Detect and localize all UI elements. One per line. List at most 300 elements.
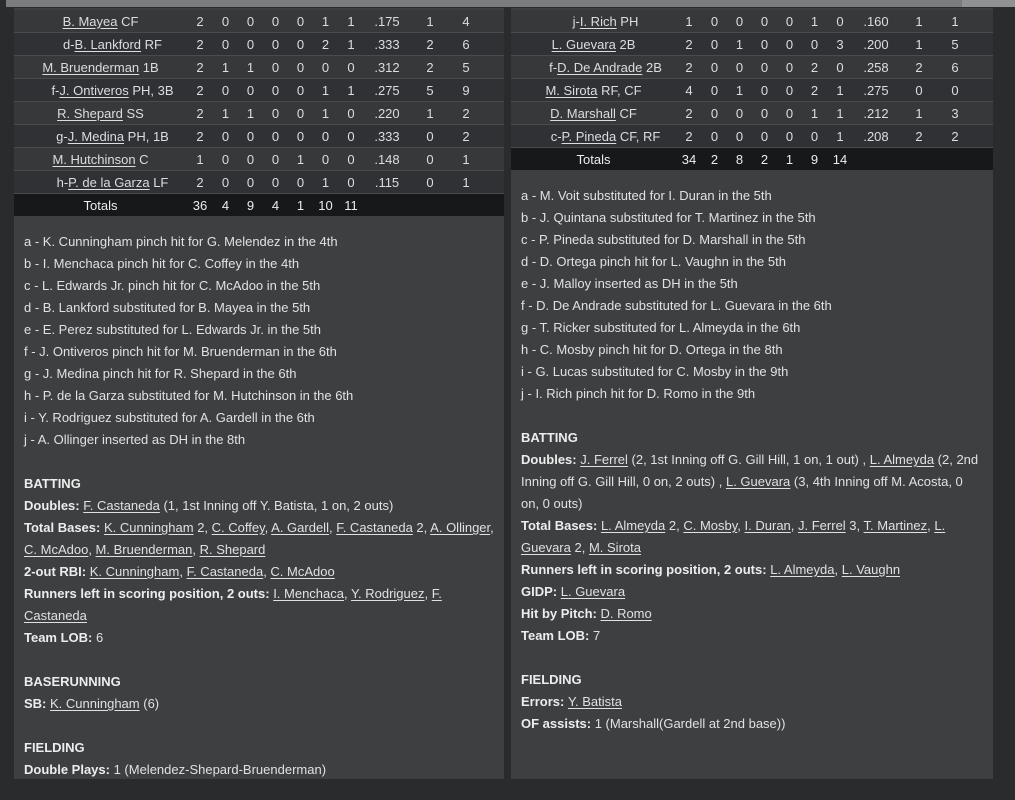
stat-label: Runners left in scoring position, 2 outs: — [521, 562, 771, 577]
player-link[interactable]: L. Almeyda — [869, 452, 935, 467]
stat-cell: 0 — [426, 151, 434, 167]
row-spacer — [482, 171, 504, 194]
position-label: SS — [122, 105, 144, 121]
stat-cell: 0 — [296, 174, 305, 190]
stat-text: , — [179, 564, 187, 579]
stat-cell: 0 — [271, 36, 280, 52]
batter-name-cell — [14, 148, 187, 171]
stat-label: SB: — [24, 696, 50, 711]
row-spacer — [971, 79, 993, 102]
player-link[interactable]: M. Sirota — [545, 82, 598, 98]
stats-section-batting — [521, 427, 983, 647]
player-link[interactable]: C. McAdoo — [24, 542, 89, 557]
player-link[interactable]: L. Guevara — [551, 36, 616, 52]
stat-label: Errors: — [521, 694, 568, 709]
position-label: 2B — [615, 36, 636, 52]
totals-stat-cell — [939, 148, 971, 171]
position-label: C — [135, 151, 149, 167]
position-label: LF — [149, 174, 169, 190]
stat-text: , — [263, 564, 271, 579]
stat-cell: 2 — [685, 105, 693, 121]
stats-section-baserunning — [24, 671, 494, 715]
stat-cell: 0 — [710, 128, 719, 144]
player-link[interactable]: M. Hutchinson — [52, 151, 136, 167]
stat-cell: 0 — [710, 59, 719, 75]
stat-line — [521, 449, 983, 515]
stat-text: 6 — [96, 630, 104, 645]
row-spacer — [971, 125, 993, 148]
stat-cell: 0 — [271, 128, 280, 144]
stat-cell: 2 — [915, 59, 923, 75]
stat-cell: 0 — [760, 13, 769, 29]
stat-cell: 1 — [221, 105, 230, 121]
totals-stat-cell: 4 — [221, 197, 230, 213]
stat-line — [24, 495, 494, 517]
stat-text: 2, — [570, 540, 589, 555]
stat-text: (6) — [139, 696, 160, 711]
stat-text: 1 (Marshall(Gardell at 2nd base)) — [594, 716, 786, 731]
totals-stat-cell: 2 — [710, 151, 719, 167]
stat-cell: 0 — [785, 128, 794, 144]
position-label: PH, 3B — [128, 82, 174, 98]
player-link[interactable]: B. Mayea — [62, 13, 118, 29]
totals-stat-cell: 10 — [318, 197, 333, 213]
row-spacer — [971, 10, 993, 33]
stat-cell: 5 — [462, 59, 470, 75]
row-spacer — [482, 125, 504, 148]
batter-row — [14, 148, 504, 171]
section-title: BATTING — [24, 476, 81, 491]
player-link[interactable]: L. Vaughn — [841, 562, 901, 577]
stat-cell: .312 — [374, 59, 400, 75]
section-title: BATTING — [521, 430, 578, 445]
batter-name-cell — [511, 79, 676, 102]
player-link[interactable]: I. Menchaca — [273, 586, 345, 601]
stat-line — [24, 693, 494, 715]
substitution-prefix: h- — [56, 174, 69, 190]
totals-label: Totals — [576, 151, 611, 167]
stat-text: 2, — [193, 520, 212, 535]
player-link[interactable]: T. Martinez — [863, 518, 928, 533]
player-link[interactable]: L. Guevara — [521, 518, 946, 555]
stat-cell: 1 — [810, 13, 819, 29]
batter-row — [511, 10, 993, 33]
stats-section-fielding — [24, 737, 494, 779]
stat-cell: 0 — [760, 36, 769, 52]
stat-cell: 0 — [221, 128, 230, 144]
player-link[interactable]: B. Lankford — [74, 36, 142, 52]
stat-label: Doubles: — [521, 452, 581, 467]
stat-cell: 4 — [685, 82, 693, 98]
stat-cell: 1 — [735, 82, 744, 98]
stat-cell: .275 — [374, 82, 400, 98]
substitution-note: d - B. Lankford substituted for B. Mayea in the 5th — [24, 300, 311, 315]
batting-table — [14, 10, 504, 216]
stat-text: , — [88, 542, 96, 557]
batter-name-cell — [14, 171, 187, 194]
stat-cell: 1 — [246, 59, 255, 75]
player-link[interactable]: J. Ferrel — [798, 518, 846, 533]
totals-stat-cell: 14 — [832, 151, 848, 167]
stat-text: , — [344, 586, 352, 601]
substitution-notes — [521, 185, 983, 735]
stat-cell: 2 — [426, 36, 434, 52]
stat-cell: 0 — [271, 82, 280, 98]
stat-cell: 1 — [915, 105, 923, 121]
totals-stat-cell: 8 — [735, 151, 744, 167]
batter-row — [14, 56, 504, 79]
stat-cell: 0 — [426, 174, 434, 190]
stat-label: Total Bases: — [24, 520, 104, 535]
stat-cell: 1 — [426, 105, 434, 121]
stat-label: GIDP: — [521, 584, 561, 599]
player-link[interactable]: M. Bruenderman — [95, 542, 193, 557]
stat-cell: 0 — [246, 36, 255, 52]
section-title: FIELDING — [521, 672, 582, 687]
player-link[interactable]: D. Marshall — [550, 105, 616, 121]
stat-cell: 6 — [951, 59, 959, 75]
stat-text: , — [328, 520, 337, 535]
stat-cell: .275 — [863, 82, 889, 98]
stat-cell: 2 — [685, 36, 693, 52]
stat-cell: 0 — [836, 59, 844, 75]
batter-name-cell — [14, 10, 187, 33]
table-body — [14, 10, 504, 216]
row-spacer — [482, 102, 504, 125]
stat-cell: 1 — [221, 59, 230, 75]
stat-cell: 2 — [685, 59, 693, 75]
row-spacer — [971, 148, 993, 171]
player-link[interactable]: R. Shepard — [57, 105, 123, 121]
batter-row — [14, 79, 504, 102]
away-boxscore-panel — [14, 8, 504, 779]
stat-text: , — [834, 562, 842, 577]
stat-cell: .115 — [374, 174, 400, 190]
stat-text: , — [490, 520, 494, 535]
totals-stat-cell: 11 — [344, 197, 358, 213]
stat-cell: 0 — [296, 36, 305, 52]
stat-cell: 2 — [196, 174, 204, 190]
position-label: RF — [141, 36, 162, 52]
player-link[interactable]: M. Bruenderman — [42, 59, 140, 75]
player-link[interactable]: M. Sirota — [588, 540, 641, 555]
substitution-note: b - I. Menchaca pinch hit for C. Coffey in the 4th — [24, 256, 300, 271]
stat-cell: 0 — [296, 59, 305, 75]
substitution-note: d - D. Ortega pinch hit for L. Vaughn in the 5th — [521, 254, 786, 269]
substitution-note: c - P. Pineda substituted for D. Marshall in the 5th — [521, 232, 806, 247]
top-toolbar-right-segment — [962, 0, 1015, 7]
stat-cell: 1 — [462, 151, 470, 167]
stat-cell: .208 — [863, 128, 889, 144]
player-link[interactable]: F. Castaneda — [24, 586, 442, 623]
stat-text: 2, — [665, 518, 684, 533]
stat-cell: 0 — [426, 128, 434, 144]
stat-cell: 0 — [347, 128, 355, 144]
stat-cell: 1 — [196, 151, 204, 167]
player-link[interactable]: J. Ontiveros — [59, 82, 129, 98]
stat-text: , — [192, 542, 200, 557]
player-link[interactable]: A. Gardell — [271, 520, 329, 535]
totals-stat-cell — [410, 194, 450, 217]
stat-cell: 0 — [296, 82, 305, 98]
stat-label: Double Plays: — [24, 762, 114, 777]
stat-cell: 1 — [810, 105, 819, 121]
stat-cell: 2 — [196, 13, 204, 29]
player-link[interactable]: L. Guevara — [560, 584, 626, 599]
stat-cell: 2 — [685, 128, 693, 144]
player-link[interactable]: L. Almeyda — [600, 518, 666, 533]
substitution-prefix: f- — [51, 82, 60, 98]
player-link[interactable]: R. Shepard — [199, 542, 266, 557]
stat-line — [521, 603, 983, 625]
stat-cell: 0 — [221, 151, 230, 167]
stat-cell: 2 — [196, 105, 204, 121]
totals-stat-cell — [450, 194, 482, 217]
substitution-prefix: j- — [572, 13, 580, 29]
stat-cell: 0 — [347, 174, 355, 190]
batter-name-cell — [14, 56, 187, 79]
stat-cell: 0 — [347, 59, 355, 75]
stat-label: Total Bases: — [521, 518, 601, 533]
stat-line — [521, 713, 983, 735]
totals-label: Totals — [83, 197, 118, 213]
player-link[interactable]: Y. Batista — [567, 694, 622, 709]
substitution-note: i - G. Lucas substituted for C. Mosby in the 9th — [521, 364, 789, 379]
player-link[interactable]: P. Pineda — [561, 128, 617, 144]
player-link[interactable]: L. Almeyda — [770, 562, 835, 577]
substitution-note: b - J. Quintana substituted for T. Martinez in the 5th — [521, 210, 816, 225]
batter-row — [511, 79, 993, 102]
top-toolbar-edge — [0, 0, 1015, 7]
stat-label: Doubles: — [24, 498, 84, 513]
stat-label: Hit by Pitch: — [521, 606, 601, 621]
table-body — [511, 10, 993, 170]
batting-table — [511, 10, 993, 170]
stat-text: 2, — [412, 520, 431, 535]
row-spacer — [971, 33, 993, 56]
stat-cell: 0 — [246, 174, 255, 190]
stat-cell: 0 — [246, 151, 255, 167]
totals-stat-cell — [364, 194, 410, 217]
stat-cell: 0 — [951, 82, 959, 98]
position-label: CF — [615, 105, 637, 121]
player-link[interactable]: F. Castaneda — [83, 498, 160, 513]
player-link[interactable]: D. De Andrade — [557, 59, 643, 75]
substitution-prefix: g- — [56, 128, 68, 144]
substitution-note: c - L. Edwards Jr. pinch hit for C. McAdoo in the 5th — [24, 278, 321, 293]
stat-text: (3, 4th Inning off M. Acosta, 0 on, 0 outs) — [521, 474, 963, 511]
batter-name-cell — [511, 125, 676, 148]
totals-stat-cell: 1 — [785, 151, 794, 167]
stat-cell: 0 — [915, 82, 923, 98]
section-title: FIELDING — [24, 740, 85, 755]
stat-text: (1, 1st Inning off Y. Batista, 1 on, 2 outs) — [159, 498, 394, 513]
substitution-note: h - P. de la Garza substituted for M. Hutchinson in the 6th — [24, 388, 354, 403]
stat-cell: 2 — [915, 128, 923, 144]
row-spacer — [482, 79, 504, 102]
substitution-note: a - M. Voit substituted for I. Duran in the 5th — [521, 188, 772, 203]
totals-stat-cell: 36 — [192, 197, 208, 213]
stat-cell: 0 — [221, 13, 230, 29]
stat-cell: 1 — [296, 151, 305, 167]
batter-row — [511, 56, 993, 79]
player-link[interactable]: K. Cunningham — [103, 520, 194, 535]
stat-text: 3, — [845, 518, 864, 533]
stat-cell: 1 — [347, 13, 355, 29]
stat-cell: 1 — [915, 36, 923, 52]
stat-line — [521, 691, 983, 713]
stat-line — [24, 759, 494, 779]
stat-cell: 2 — [810, 59, 819, 75]
stat-cell: 1 — [321, 13, 330, 29]
position-label: RF, CF — [597, 82, 642, 98]
stat-cell: 5 — [951, 36, 959, 52]
stat-cell: .258 — [863, 59, 889, 75]
stat-cell: 2 — [196, 59, 204, 75]
stat-cell: 0 — [296, 13, 305, 29]
stat-cell: 1 — [246, 105, 255, 121]
stat-cell: 0 — [221, 82, 230, 98]
stat-cell: 0 — [710, 36, 719, 52]
substitution-note: a - K. Cunningham pinch hit for G. Melendez in the 4th — [24, 234, 338, 249]
player-link[interactable]: F. Castaneda — [336, 520, 413, 535]
stat-cell: 2 — [810, 82, 819, 98]
stat-cell: 0 — [735, 128, 744, 144]
player-link[interactable]: D. Romo — [600, 606, 652, 621]
stat-line — [521, 581, 983, 603]
player-link[interactable]: Y. Rodriguez — [351, 586, 425, 601]
substitution-note: e - J. Malloy inserted as DH in the 5th — [521, 276, 738, 291]
stat-cell: 9 — [462, 82, 470, 98]
stat-cell: 5 — [426, 82, 434, 98]
stat-cell: 1 — [426, 13, 434, 29]
section-title: BASERUNNING — [24, 674, 121, 689]
substitution-note: g - T. Ricker substituted for L. Almeyda in the 6th — [521, 320, 801, 335]
stat-cell: 2 — [196, 82, 204, 98]
stat-cell: 0 — [347, 151, 355, 167]
home-boxscore-panel — [511, 8, 993, 779]
boxscore-page — [14, 8, 993, 779]
totals-stat-cell — [899, 148, 939, 171]
stat-cell: 0 — [836, 13, 844, 29]
batter-row — [511, 33, 993, 56]
player-link[interactable]: J. Ferrel — [580, 452, 628, 467]
player-link[interactable]: C. Mosby — [683, 518, 738, 533]
stat-cell: 4 — [462, 13, 470, 29]
player-link[interactable]: C. McAdoo — [270, 564, 335, 579]
top-toolbar-left-notch — [0, 0, 6, 7]
stat-cell: 2 — [196, 36, 204, 52]
stat-cell: 0 — [246, 128, 255, 144]
stat-cell: 2 — [321, 36, 330, 52]
substitution-note: g - J. Medina pinch hit for R. Shepard in the 6th — [24, 366, 297, 381]
stat-cell: 0 — [710, 105, 719, 121]
player-link[interactable]: I. Duran — [744, 518, 791, 533]
totals-stat-cell: 9 — [246, 197, 255, 213]
player-link[interactable]: L. Guevara — [725, 474, 791, 489]
stat-cell: 2 — [426, 59, 434, 75]
batter-row — [511, 102, 993, 125]
player-link[interactable]: K. Cunningham — [50, 696, 140, 711]
stat-cell: 2 — [951, 128, 959, 144]
stat-text: , — [927, 518, 935, 533]
batter-name-cell — [14, 33, 187, 56]
batter-row — [14, 33, 504, 56]
player-link[interactable]: I. Rich — [579, 13, 617, 29]
stat-cell: 1 — [462, 174, 470, 190]
stat-label: Team LOB: — [521, 628, 593, 643]
substitution-note: j - I. Rich pinch hit for D. Romo in the 9th — [521, 386, 756, 401]
substitution-note: e - E. Perez substituted for L. Edwards Jr. in the 5th — [24, 322, 321, 337]
player-link[interactable]: K. Cunningham — [89, 564, 180, 579]
totals-stat-cell: 4 — [271, 197, 280, 213]
stat-cell: 0 — [321, 59, 330, 75]
stat-cell: 1 — [735, 36, 744, 52]
stat-cell: 0 — [785, 105, 794, 121]
stat-cell: 6 — [462, 36, 470, 52]
player-link[interactable]: F. Castaneda — [186, 564, 264, 579]
player-link[interactable]: J. Medina — [67, 128, 125, 144]
stat-cell: .333 — [374, 128, 400, 144]
substitution-notes — [24, 231, 494, 779]
stat-cell: 0 — [221, 36, 230, 52]
stat-cell: 2 — [196, 128, 204, 144]
totals-stat-cell: 9 — [810, 151, 819, 167]
stat-cell: 1 — [836, 82, 844, 98]
stat-cell: 0 — [810, 128, 819, 144]
substitution-note: j - A. Ollinger inserted as DH in the 8th — [24, 432, 246, 447]
stats-section-fielding — [521, 669, 983, 735]
substitution-prefix: f- — [549, 59, 558, 75]
stat-text: , — [424, 586, 432, 601]
batter-name-cell — [511, 102, 676, 125]
row-spacer — [971, 102, 993, 125]
position-label: PH — [616, 13, 639, 29]
stat-cell: 0 — [735, 13, 744, 29]
stat-label: Runners left in scoring position, 2 outs: — [24, 586, 274, 601]
stat-cell: 0 — [810, 36, 819, 52]
row-spacer — [482, 56, 504, 79]
stat-cell: 0 — [785, 13, 794, 29]
position-label: 1B — [139, 59, 159, 75]
stat-cell: .200 — [863, 36, 889, 52]
batter-name-cell — [14, 102, 187, 125]
stat-cell: 0 — [735, 105, 744, 121]
stat-cell: .220 — [374, 105, 400, 121]
stat-cell: .175 — [374, 13, 400, 29]
stat-cell: 0 — [760, 59, 769, 75]
stat-cell: .160 — [863, 13, 889, 29]
player-link[interactable]: P. de la Garza — [68, 174, 150, 190]
stat-text: 1 (Melendez-Shepard-Bruenderman) — [113, 762, 327, 777]
stat-line — [24, 627, 494, 649]
player-link[interactable]: A. Ollinger — [430, 520, 491, 535]
row-spacer — [482, 10, 504, 33]
stat-text: (2, 1st Inning off G. Gill Hill, 1 on, 1 out) , — [627, 452, 870, 467]
stat-cell: 0 — [760, 128, 769, 144]
stat-cell: 0 — [347, 105, 355, 121]
stat-cell: 1 — [685, 13, 693, 29]
stat-cell: 0 — [246, 13, 255, 29]
batter-row — [511, 125, 993, 148]
stat-label: 2-out RBI: — [24, 564, 90, 579]
stat-cell: 0 — [710, 13, 719, 29]
stat-cell: 0 — [785, 59, 794, 75]
stat-cell: 0 — [246, 82, 255, 98]
batter-row — [14, 171, 504, 194]
stat-cell: 3 — [836, 36, 844, 52]
player-link[interactable]: C. Coffey — [211, 520, 265, 535]
